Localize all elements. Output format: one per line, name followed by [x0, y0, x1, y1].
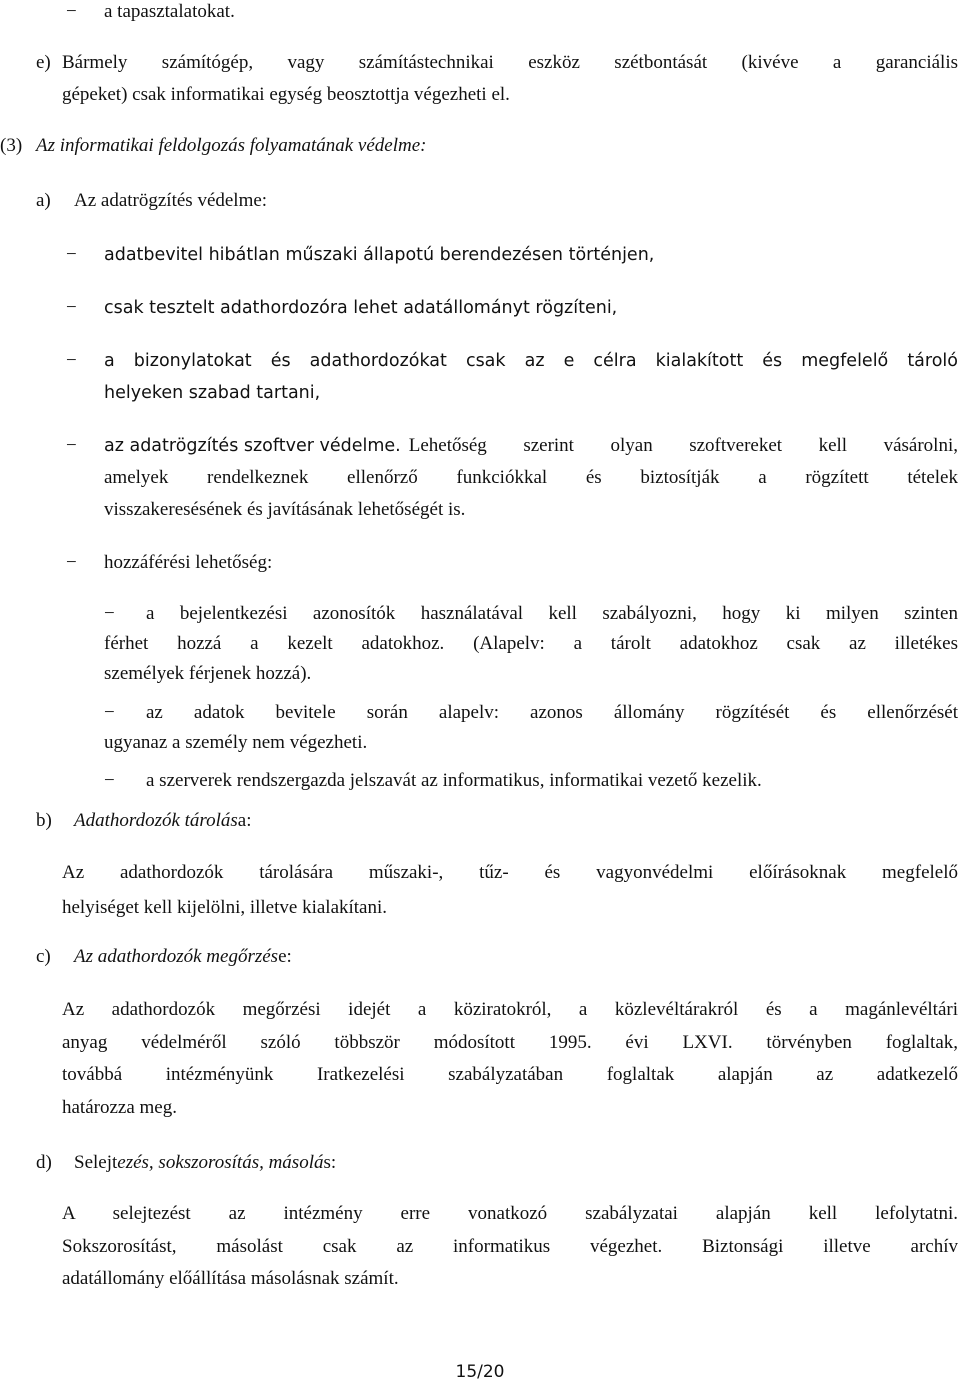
paragraph-line: Az adathordozók tárolására műszaki-, tűz- és vagyonvédelmi előírásoknak megfelelő [62, 862, 958, 883]
page-number: 15/20 [455, 1362, 505, 1382]
heading-prefix: Selejt [74, 1152, 118, 1173]
list-item-text: Lehetőség szerint olyan szoftvereket kell vásárolni, [408, 435, 958, 456]
dash-marker: − [66, 435, 77, 456]
list-item-text: férhet hozzá a kezelt adatokhoz. (Alapelv: a tárolt adatokhoz csak az illetékes [104, 633, 958, 654]
subsection-heading: Az adatrögzítés védelme: [74, 190, 268, 211]
list-item-text: csak tesztelt adathordozóra lehet adatállományt rögzíteni, [104, 298, 618, 318]
list-item-text: hozzáférési lehetőség: [104, 552, 273, 573]
item-marker-d: d) [36, 1152, 52, 1173]
list-item-text: ugyanaz a személy nem végezheti. [104, 732, 368, 753]
dash-marker: − [66, 297, 77, 318]
dash-marker: − [104, 702, 115, 723]
list-item-text: helyeken szabad tartani, [104, 383, 321, 403]
paragraph-line: határozza meg. [62, 1097, 177, 1118]
list-item-text: az adatok bevitele során alapelv: azonos állomány rögzítését és ellenőrzését [146, 702, 958, 723]
dash-marker: − [104, 603, 115, 624]
paragraph-line: továbbá intézményünk Iratkezelési szabályzatában foglaltak alapján az adatkezelő [62, 1064, 958, 1085]
heading-italic: Az adathordozók megőrzés [74, 946, 279, 967]
paragraph-line: Bármely számítógép, vagy számítástechnikai eszköz szétbontását (kivéve a garanciális [62, 52, 958, 73]
list-item-line [104, 434, 958, 458]
dash-marker: − [66, 1, 77, 22]
item-marker-b: b) [36, 810, 52, 831]
list-item-text: a bizonylatokat és adathordozókat csak az e célra kialakított és megfelelő tároló [104, 351, 958, 371]
paragraph-line: anyag védelméről szóló többször módosított 1995. évi LXVI. törvényben foglaltak, [62, 1032, 958, 1053]
paragraph-line: gépeket) csak informatikai egység beosztottja végezheti el. [62, 84, 510, 105]
dash-marker: − [66, 350, 77, 371]
paragraph-line: Az adathordozók megőrzési idejét a köziratokról, a közlevéltárakról és a magánlevéltári [62, 999, 958, 1020]
subsection-heading [74, 945, 292, 969]
list-item-text: visszakeresésének és javításának lehetőségét is. [104, 499, 466, 520]
list-item-text: a tapasztalatokat. [104, 1, 235, 22]
list-item-text: személyek férjenek hozzá). [104, 663, 312, 684]
list-item-text: az adatrögzítés szoftver védelme. [104, 436, 401, 456]
list-item-text: amelyek rendelkeznek ellenőrző funkciókkal és biztosítják a rögzített tételek [104, 467, 958, 488]
heading-suffix: e: [278, 946, 292, 967]
dash-marker: − [66, 244, 77, 265]
dash-marker: − [104, 770, 115, 791]
paragraph-line: adatállomány előállítása másolásnak számít. [62, 1268, 399, 1289]
heading-italic: Adathordozók tárolás [74, 810, 238, 831]
heading-suffix: a: [237, 810, 252, 831]
paragraph-line: helyiséget kell kijelölni, illetve kialakítani. [62, 897, 388, 918]
paragraph-line: Sokszorosítást, másolást csak az informatikus végezhet. Biztonsági illetve archív [62, 1236, 958, 1257]
heading-suffix: s: [323, 1152, 337, 1173]
section-title: Az informatikai feldolgozás folyamatának védelme: [36, 135, 427, 156]
list-item-text: a szerverek rendszergazda jelszavát az informatikus, informatikai vezető kezelik. [146, 770, 762, 791]
subsection-heading [74, 1151, 336, 1175]
item-marker-c: c) [36, 946, 51, 967]
paragraph-line: A selejtezést az intézmény erre vonatkozó szabályzatai alapján kell lefolytatni. [62, 1203, 958, 1224]
subsection-heading [74, 809, 252, 833]
heading-italic: ezés, sokszorosítás, másolá [117, 1152, 324, 1173]
list-item-text: a bejelentkezési azonosítók használatával kell szabályozni, hogy ki milyen szinten [146, 603, 958, 624]
item-marker-e: e) [36, 52, 51, 73]
item-marker-a: a) [36, 190, 51, 211]
dash-marker: − [66, 552, 77, 573]
section-marker: (3) [0, 135, 23, 156]
list-item-text: adatbevitel hibátlan műszaki állapotú berendezésen történjen, [104, 245, 655, 265]
